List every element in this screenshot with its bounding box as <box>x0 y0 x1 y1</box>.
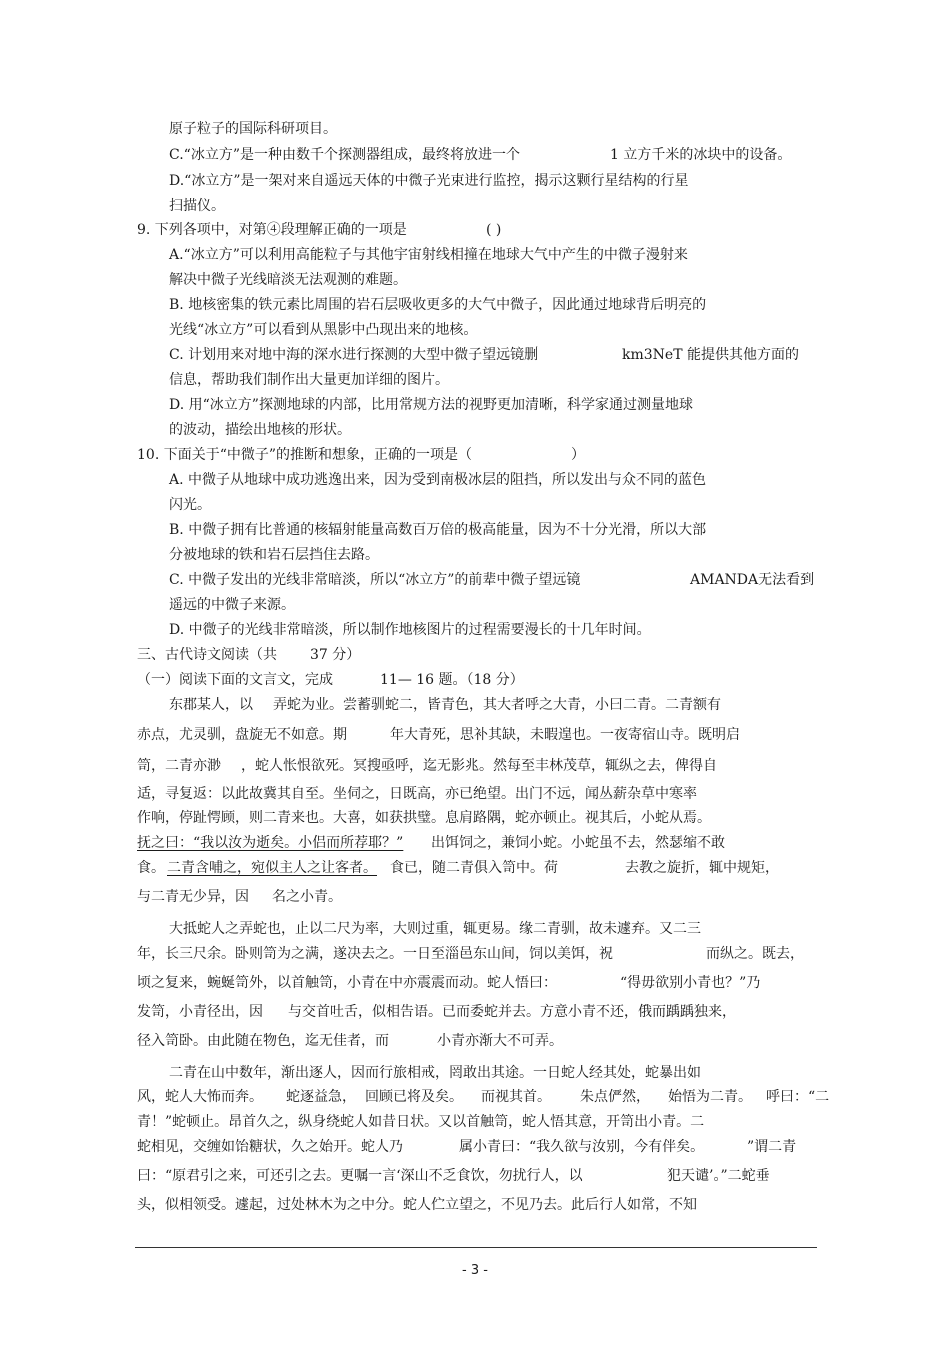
passage-line: 而视其首。 <box>481 1089 551 1105</box>
subsection-heading-range: 11— 16 题。（18 分） <box>380 672 524 688</box>
passage-line: 顷之复来，蜿蜒笥外，以首触笥，小青在中亦震震而动。蛇人悟曰： <box>137 975 557 991</box>
passage-line: ”谓二青 <box>747 1139 797 1155</box>
option-9b: B. 地核密集的铁元素比周围的岩石层吸收更多的大气中微子，因此通过地球背后明亮的 <box>169 297 707 313</box>
passage-line: 始悟为二青。 <box>668 1089 752 1105</box>
passage-line: 蛇相见，交缠如饴糖状，久之始开。蛇人乃 <box>137 1139 403 1155</box>
passage-line: “得毋欲别小青也？”乃 <box>620 975 761 991</box>
passage-line: 食。 <box>137 860 165 876</box>
passage-line: 犯天谴’。”二蛇垂 <box>667 1168 770 1184</box>
subsection-heading: （一）阅读下面的文言文，完成 <box>137 672 333 688</box>
option-8c: C.“冰立方”是一种由数千个探测器组成，最终将放进一个 <box>169 147 520 163</box>
passage-line: 头，似相领受。遽起，过处林木为之中分。蛇人伫立望之，不见乃去。此后行人如常，不知 <box>137 1197 697 1213</box>
passage-line: 与二青无少异，因 <box>137 889 249 905</box>
option-9c: C. 计划用来对地中海的深水进行探测的大型中微子望远镜删 <box>169 347 539 363</box>
passage-line: 年，长三尺余。卧则笥为之满，遂决去之。一日至淄邑东山间，饲以美饵，祝 <box>137 946 613 962</box>
passage-line: 蛇逐益急， <box>286 1089 356 1105</box>
text-line: 1 立方千米的冰块中的设备。 <box>610 147 792 163</box>
passage-line: 而纵之。既去， <box>706 946 804 962</box>
text-line: 的波动，描绘出地核的形状。 <box>169 422 351 438</box>
section-heading-score: 37 分） <box>310 647 361 663</box>
text-line: 分被地球的铁和岩石层挡住去路。 <box>169 547 379 563</box>
passage-line: 食已，随二青俱入笥中。荷 <box>390 860 558 876</box>
answer-bracket: ( ) <box>486 222 502 238</box>
text-line: 遥远的中微子来源。 <box>169 597 295 613</box>
option-10a: A. 中微子从地球中成功逃逸出来，因为受到南极冰层的阻挡，所以发出与众不同的蓝色 <box>169 472 707 488</box>
passage-line: 曰：“原君引之来，可还引之去。更嘱一言‘深山不乏食饮，勿扰行人，以 <box>137 1168 583 1184</box>
option-9d: D. 用“冰立方”探测地球的内部，比用常规方法的视野更加清晰，科学家通过测量地球 <box>169 397 693 413</box>
passage-line: 小青亦渐大不可弄。 <box>437 1033 563 1049</box>
text-line: 扫描仪。 <box>169 198 225 214</box>
option-9a: A.“冰立方”可以利用高能粒子与其他宇宙射线相撞在地球大气中产生的中微子漫射来 <box>169 247 688 263</box>
text-line: km3NeT 能提供其他方面的 <box>622 347 799 363</box>
text-line: AMANDA无法看到 <box>690 572 815 588</box>
passage-line: 东郡某人，以 <box>169 697 253 713</box>
question-9: 9. 下列各项中，对第④段理解正确的一项是 <box>137 222 407 238</box>
footer-divider <box>135 1247 817 1248</box>
passage-line: 年大青死，思补其缺，未暇遑也。一夜寄宿山寺。既明启 <box>390 727 740 743</box>
passage-line: 与交首吐舌，似相告语。已而委蛇并去。方意小青不还，俄而踽踽独来， <box>288 1004 736 1020</box>
passage-line: 适，寻复返：以此故冀其自至。坐伺之，日既高，亦已绝望。出门不远，闻丛薪杂草中寒率 <box>137 786 697 802</box>
underlined-sentence: 抚之曰：“我以汝为逝矣。小侣而所荐耶？” <box>137 835 404 851</box>
passage-line: 作响，停趾愕顾，则二青来也。大喜，如获拱璧。息肩路隅，蛇亦顿止。视其后，小蛇从焉。 <box>137 810 711 826</box>
answer-bracket: ） <box>571 447 585 463</box>
passage-line: 大抵蛇人之弄蛇也，止以二尺为率，大则过重，辄更易。缘二青驯，故未遽弃。又二三 <box>169 921 701 937</box>
page-number: - 3 - <box>462 1263 488 1278</box>
text-line: 光线“冰立方”可以看到从黑影中凸现出来的地核。 <box>169 322 478 338</box>
passage-line: 属小青曰：“我久欲与汝别，今有伴矣。 <box>459 1139 705 1155</box>
passage-line: 出饵饲之，兼饲小蛇。小蛇虽不去，然瑟缩不敢 <box>431 835 725 851</box>
passage-line: 回顾已将及矣。 <box>365 1089 463 1105</box>
option-8d: D.“冰立方”是一架对来自遥远天体的中微子光束进行监控，揭示这颗行星结构的行星 <box>169 173 689 189</box>
option-10c: C. 中微子发出的光线非常暗淡，所以“冰立方”的前辈中微子望远镜 <box>169 572 581 588</box>
text-line: 信息，帮助我们制作出大量更加详细的图片。 <box>169 372 449 388</box>
passage-line: 朱点俨然， <box>580 1089 650 1105</box>
passage-line: 发笥，小青径出，因 <box>137 1004 263 1020</box>
passage-line: 青！”蛇顿止。昂首久之，纵身绕蛇人如昔日状。又以首触笥，蛇人悟其意，开笥出小青。二 <box>137 1114 705 1130</box>
option-10d: D. 中微子的光线非常暗淡，所以制作地核图片的过程需要漫长的十几年时间。 <box>169 622 651 638</box>
passage-line: 名之小青。 <box>272 889 342 905</box>
option-10b: B. 中微子拥有比普通的核辐射能量高数百万倍的极高能量，因为不十分光滑，所以大部 <box>169 522 707 538</box>
text-line: 原子粒子的国际科研项目。 <box>169 121 337 137</box>
passage-line: ，蛇人怅恨欲死。冥搜亟呼，迄无影兆。然每至丰林茂草，辄纵之去，俾得自 <box>241 758 717 774</box>
passage-line: 赤点，尤灵驯，盘旋无不如意。期 <box>137 727 347 743</box>
passage-line: 风，蛇人大怖而奔。 <box>137 1089 263 1105</box>
passage-line: 呼曰：“二 <box>766 1089 830 1105</box>
passage-line: 笥，二青亦渺 <box>137 758 221 774</box>
passage-line: 弄蛇为业。尝蓄驯蛇二，皆青色，其大者呼之大青，小曰二青。二青额有 <box>273 697 721 713</box>
text-line: 闪光。 <box>169 497 211 513</box>
text-line: 解决中微子光线暗淡无法观测的难题。 <box>169 272 407 288</box>
passage-line: 二青在山中数年，渐出逐人，因而行旅相戒，罔敢出其途。一日蛇人经其处，蛇暴出如 <box>169 1065 701 1081</box>
question-10: 10. 下面关于“中微子”的推断和想象，正确的一项是（ <box>137 447 473 463</box>
underlined-sentence: 二青含哺之，宛似主人之让客者。 <box>167 860 377 876</box>
passage-line: 径入笥卧。由此随在物色，迄无佳者，而 <box>137 1033 389 1049</box>
passage-line: 去教之旋折，辄中规矩， <box>625 860 779 876</box>
section-heading: 三、古代诗文阅读（共 <box>137 647 277 663</box>
